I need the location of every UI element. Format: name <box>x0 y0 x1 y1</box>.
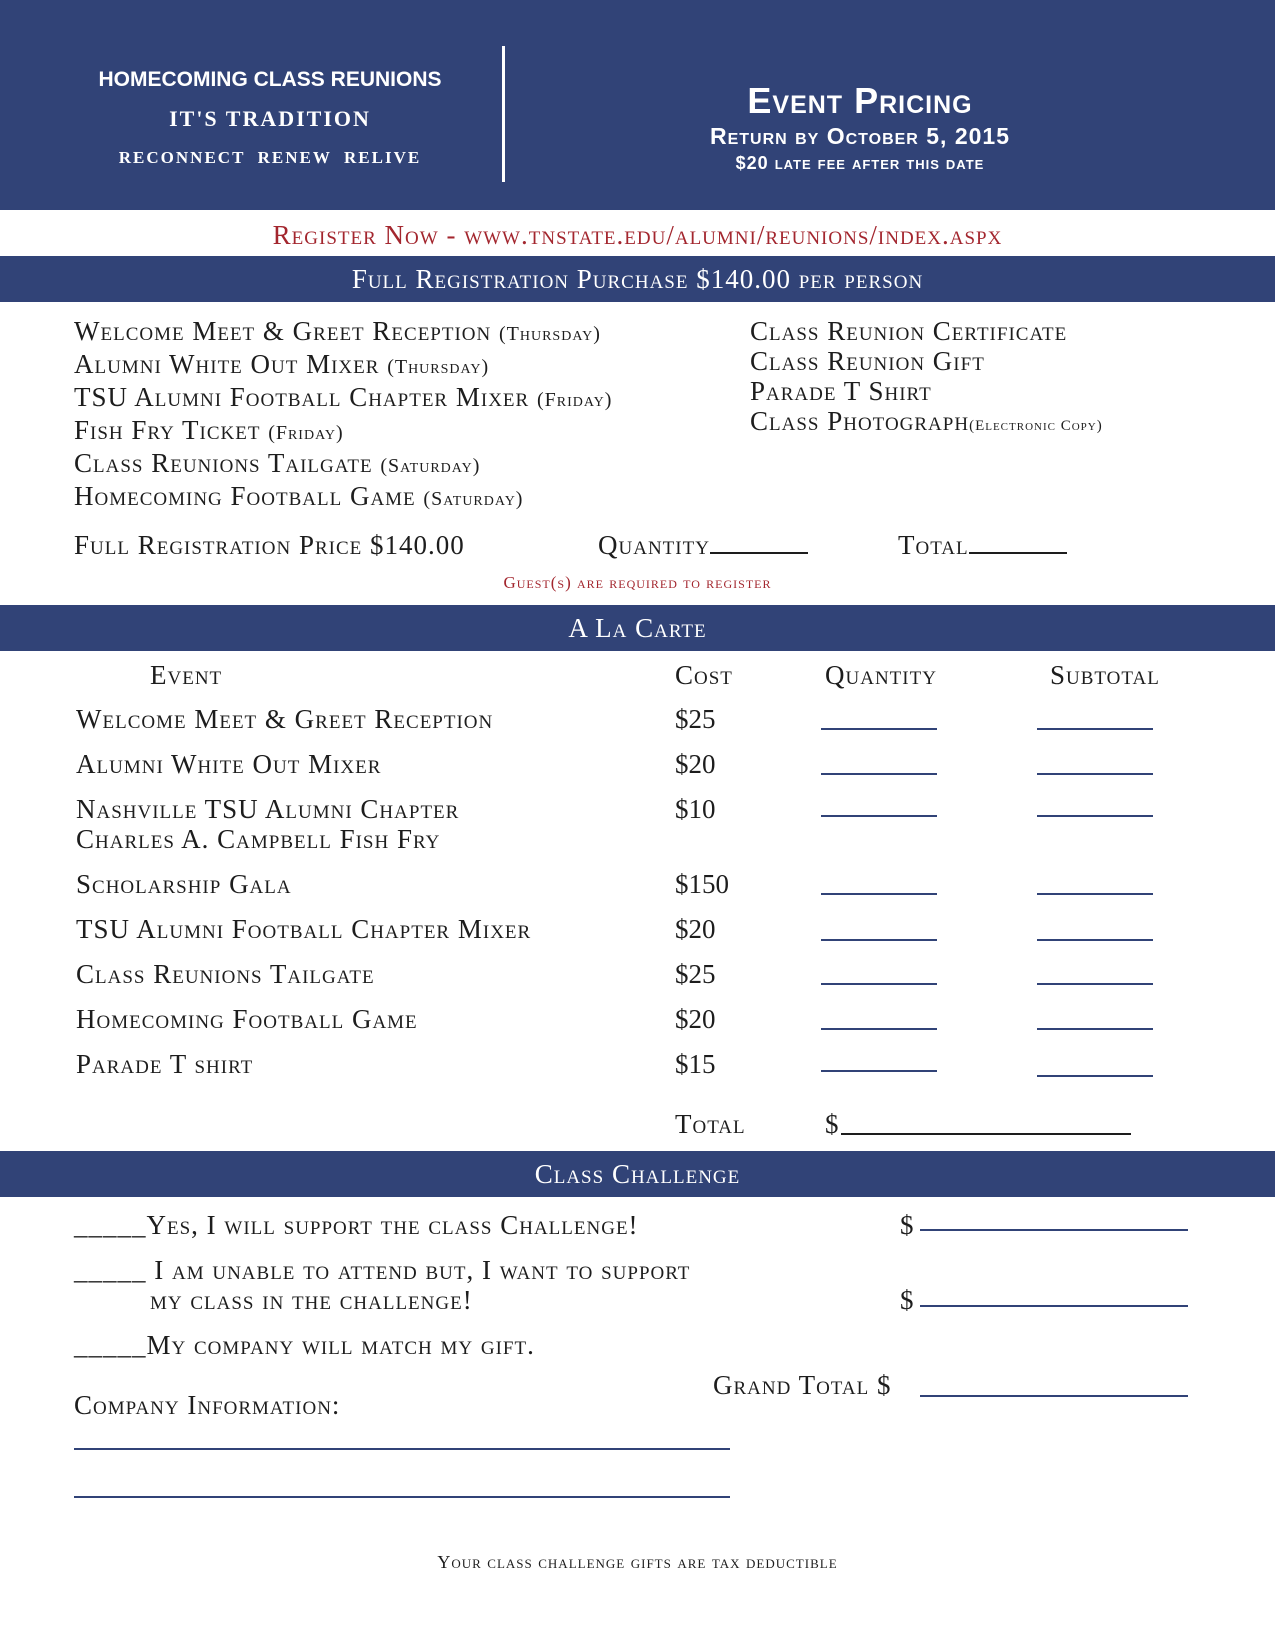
total-field[interactable] <box>969 530 1067 554</box>
register-now-label: Register Now - <box>272 220 465 250</box>
a-la-carte-row-event: Homecoming Football Game <box>76 1004 418 1034</box>
header-event: Event <box>150 660 223 690</box>
challenge-option-support[interactable]: _____Yes, I will support the class Challenge! <box>74 1210 639 1240</box>
full-registration-left-list <box>74 316 612 514</box>
subtotal-field[interactable] <box>1037 939 1153 941</box>
quantity-field[interactable] <box>821 773 937 775</box>
a-la-carte-banner: A La Carte <box>0 605 1275 651</box>
event-pricing-title: Event Pricing <box>747 80 973 121</box>
header-quantity: Quantity <box>825 660 937 690</box>
quantity-field[interactable] <box>821 728 937 730</box>
full-registration-price: Full Registration Price $140.00 <box>74 530 465 560</box>
full-registration-banner: Full Registration Purchase $140.00 per person <box>0 256 1275 302</box>
a-la-carte-row-event: Alumni White Out Mixer <box>76 749 382 779</box>
subtotal-field[interactable] <box>1037 1075 1153 1077</box>
full-registration-total: Total <box>898 530 1067 560</box>
company-information-label: Company Information: <box>74 1390 341 1420</box>
late-fee-note: $20 late fee after this date <box>735 153 985 173</box>
a-la-carte-row-cost: $10 <box>675 794 716 824</box>
a-la-carte-total-field[interactable] <box>841 1133 1131 1135</box>
subtotal-field[interactable] <box>1037 893 1153 895</box>
a-la-carte-total-dollar: $ <box>825 1109 839 1139</box>
tax-deductible-note: Your class challenge gifts are tax deductible <box>437 1552 838 1572</box>
grand-total-field[interactable] <box>920 1395 1188 1397</box>
return-by-date: Return by October 5, 2015 <box>709 123 1010 149</box>
subtotal-field[interactable] <box>1037 983 1153 985</box>
header-subtotal: Subtotal <box>1050 660 1160 690</box>
register-url-link[interactable]: www.tnstate.edu/alumni/reunions/index.aspx <box>464 220 1003 250</box>
full-registration-quantity: Quantity <box>598 530 808 560</box>
a-la-carte-row-event: Nashville TSU Alumni Chapter <box>76 794 460 824</box>
subtotal-field[interactable] <box>1037 728 1153 730</box>
a-la-carte-row-cost: $20 <box>675 1004 716 1034</box>
a-la-carte-row-cost: $150 <box>675 869 729 899</box>
challenge-amount-field-1[interactable] <box>920 1229 1188 1231</box>
list-item: Class Reunions Tailgate (Saturday) <box>74 448 481 478</box>
a-la-carte-row-cost: $25 <box>675 704 716 734</box>
subtotal-field[interactable] <box>1037 1028 1153 1030</box>
a-la-carte-row-event-line2: Charles A. Campbell Fish Fry <box>76 824 441 854</box>
a-la-carte-row-cost: $25 <box>675 959 716 989</box>
challenge-dollar-1: $ <box>900 1210 914 1240</box>
list-item: TSU Alumni Football Chapter Mixer (Friday) <box>74 382 613 412</box>
a-la-carte-row-event: Scholarship Gala <box>76 869 292 899</box>
quantity-field[interactable] <box>821 939 937 941</box>
quantity-field[interactable] <box>821 1070 937 1072</box>
header-cost: Cost <box>675 660 733 690</box>
list-item: Welcome Meet & Greet Reception (Thursday) <box>74 316 601 346</box>
a-la-carte-row-cost: $15 <box>675 1049 716 1079</box>
quantity-field[interactable] <box>821 1028 937 1030</box>
full-registration-right-list <box>750 316 1103 441</box>
guest-required-note: Guest(s) are required to register <box>503 573 772 592</box>
list-item: Alumni White Out Mixer (Thursday) <box>74 349 490 379</box>
company-info-field-2[interactable] <box>74 1496 730 1498</box>
header-left-motto: RECONNECT RENEW RELIVE <box>118 148 422 167</box>
challenge-option-unable[interactable]: _____ I am unable to attend but, I want to support <box>74 1255 691 1285</box>
list-item: Homecoming Football Game (Saturday) <box>74 481 524 511</box>
list-item: Parade T Shirt <box>750 376 932 406</box>
list-item: Class Photograph(Electronic Copy) <box>750 406 1103 436</box>
a-la-carte-row-event: TSU Alumni Football Chapter Mixer <box>76 914 532 944</box>
quantity-field[interactable] <box>821 983 937 985</box>
challenge-amount-field-2[interactable] <box>920 1305 1188 1307</box>
a-la-carte-row-cost: $20 <box>675 749 716 779</box>
header-left-tagline: IT'S TRADITION <box>169 106 371 131</box>
a-la-carte-row-cost: $20 <box>675 914 716 944</box>
challenge-option-unable-line2: my class in the challenge! <box>150 1285 473 1315</box>
subtotal-field[interactable] <box>1037 815 1153 817</box>
header-divider <box>502 46 505 182</box>
a-la-carte-row-event: Parade T shirt <box>76 1049 254 1079</box>
a-la-carte-row-event: Class Reunions Tailgate <box>76 959 375 989</box>
quantity-field[interactable] <box>821 815 937 817</box>
list-item: Fish Fry Ticket (Friday) <box>74 415 344 445</box>
a-la-carte-row-event: Welcome Meet & Greet Reception <box>76 704 494 734</box>
a-la-carte-total-label: Total <box>675 1109 746 1139</box>
challenge-option-company-match[interactable]: _____My company will match my gift. <box>74 1330 535 1360</box>
quantity-field[interactable] <box>821 893 937 895</box>
grand-total-label: Grand Total $ <box>713 1370 892 1400</box>
list-item: Class Reunion Gift <box>750 346 985 376</box>
quantity-field[interactable] <box>710 530 808 554</box>
register-now-line <box>0 220 1275 251</box>
subtotal-field[interactable] <box>1037 773 1153 775</box>
header-left-title: HOMECOMING CLASS REUNIONS <box>98 68 442 91</box>
challenge-dollar-2: $ <box>900 1285 914 1315</box>
class-challenge-banner: Class Challenge <box>0 1151 1275 1197</box>
list-item: Class Reunion Certificate <box>750 316 1068 346</box>
company-info-field-1[interactable] <box>74 1448 730 1450</box>
